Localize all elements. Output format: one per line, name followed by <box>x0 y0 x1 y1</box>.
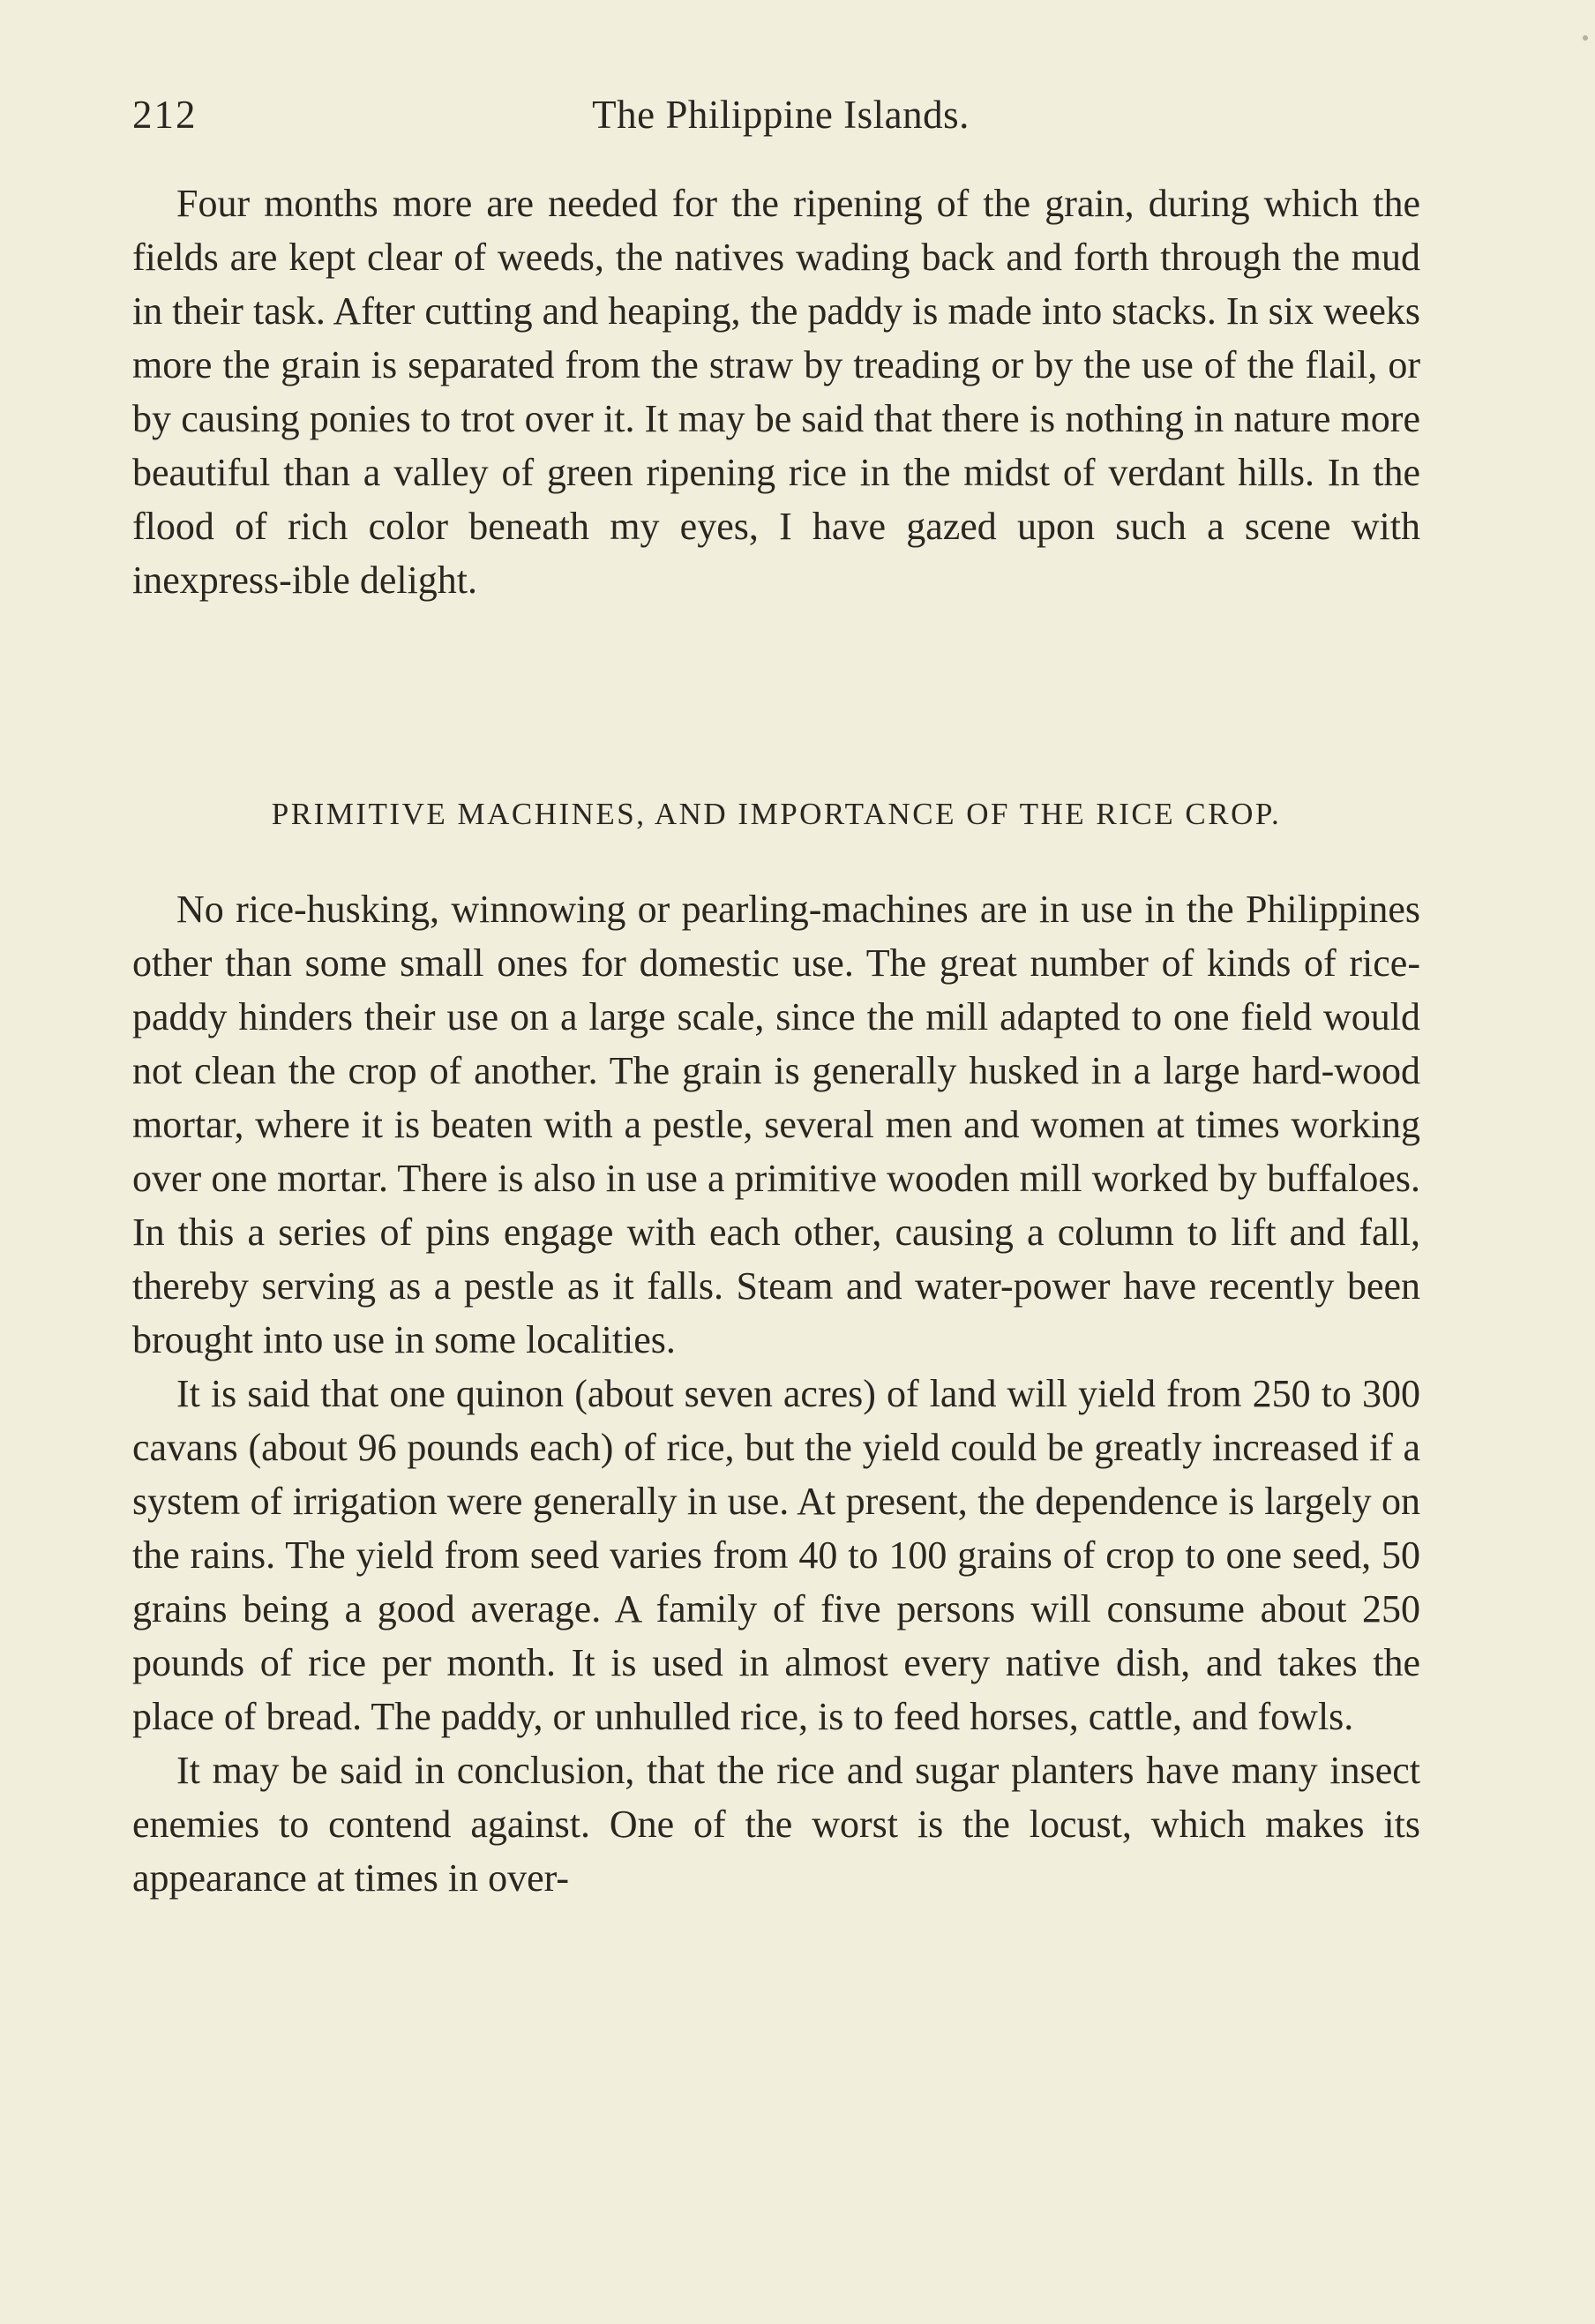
text-block-top <box>132 176 1420 607</box>
text-block-bottom <box>132 882 1420 1905</box>
paragraph: It is said that one quinon (about seven acres) of land will yield from 250 to 300 cavans (about 96 pounds each) of rice, but the yield could be greatly increased if a system of irrigation were generally in use. At present, the dependence is largely on the rains. The yield from seed varies from 40 to 100 grains of crop to one seed, 50 grains being a good average. A family of five persons will consume about 250 pounds of rice per month. It is used in almost every native dish, and takes the place of bread. The paddy, or unhulled rice, is to feed horses, cattle, and fowls. <box>132 1372 1420 1738</box>
paragraph: Four months more are needed for the ripening of the grain, during which the fields are kept clear of weeds, the natives wading back and forth through the mud in their task. After cutting and heaping, the paddy is made into stacks. In six weeks more the grain is separated from the straw by treading or by the use of the flail, or by causing ponies to trot over it. It may be said that there is nothing in nature more beautiful than a valley of green ripening rice in the midst of verdant hills. In the flood of rich color beneath my eyes, I have gazed upon such a scene with inexpress-ible delight. <box>132 182 1420 602</box>
running-title: The Philippine Islands. <box>592 93 970 137</box>
paper-speck <box>1583 35 1588 41</box>
page-number: 212 <box>132 93 198 137</box>
section-heading: PRIMITIVE MACHINES, AND IMPORTANCE OF THE RICE CROP. <box>271 797 1282 831</box>
paragraph: No rice-husking, winnowing or pearling-machines are in use in the Philippines other than some small ones for domestic use. The great number of kinds of rice-paddy hinders their use on a large scale, since the mill adapted to one field would not clean the crop of another. The grain is generally husked in a large hard-wood mortar, where it is beaten with a pestle, several men and women at times working over one mortar. There is also in use a primitive wooden mill worked by buffaloes. In this a series of pins engage with each other, causing a column to lift and fall, thereby serving as a pestle as it falls. Steam and water-power have recently been brought into use in some localities. <box>132 888 1420 1361</box>
running-head <box>132 88 1429 141</box>
paragraph: It may be said in conclusion, that the rice and sugar planters have many insect enemies to contend against. One of the worst is the locust, which makes its appearance at times in over- <box>132 1749 1420 1900</box>
